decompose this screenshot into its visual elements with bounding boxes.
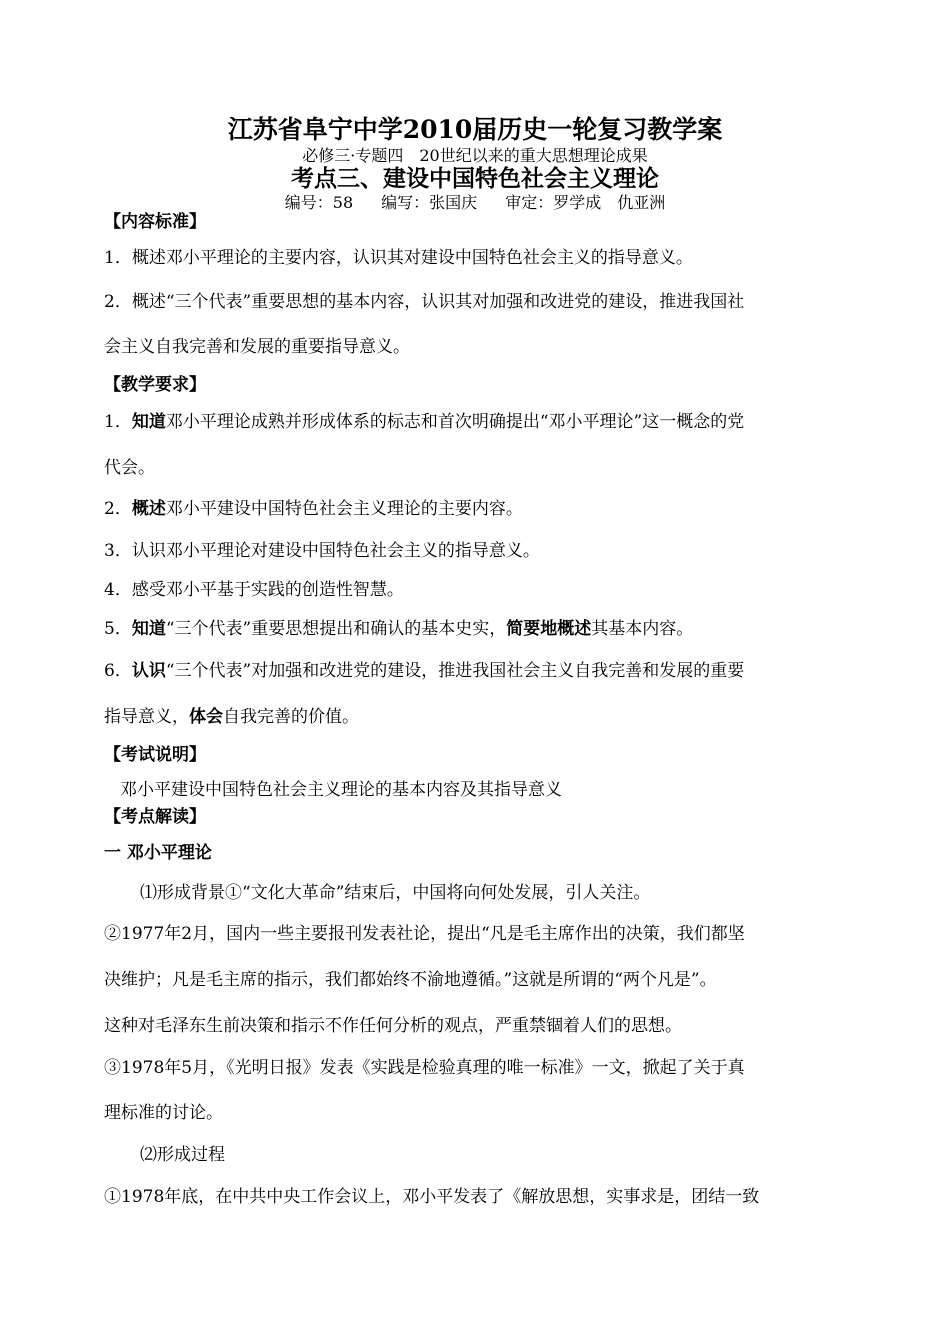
- item-number: 1．: [104, 412, 132, 432]
- teaching-req-item-6: [104, 659, 864, 683]
- keyword: 简要地概述: [506, 619, 592, 639]
- item-number: 2．: [104, 499, 132, 519]
- teaching-req-item-1-cont: 代会。: [104, 458, 155, 478]
- content-standard-item-1: 1．概述邓小平理论的主要内容，认识其对建设中国特色社会主义的指导意义。: [104, 248, 693, 268]
- content-standard-item-2-cont: 会主义自我完善和发展的重要指导意义。: [104, 337, 410, 357]
- para-4-line-1: ①1978年底，在中共中央工作会议上，邓小平发表了《解放思想，实事求是，团结一致: [104, 1187, 760, 1207]
- para-2-line-2: 决维护；凡是毛主席的指示，我们都始终不渝地遵循。”这就是所谓的“两个凡是”。: [104, 970, 717, 990]
- item-text: 指导意义，: [104, 707, 189, 727]
- interpret-heading: 【考点解读】: [104, 807, 206, 827]
- item-text: “三个代表”对加强和改进党的建设，推进我国社会主义自我完善和发展的重要: [165, 661, 745, 681]
- doc-number: 编号：58: [284, 193, 354, 212]
- background-para: ⑴形成背景①“文化大革命”结束后，中国将向何处发展，引人关注。: [140, 883, 651, 903]
- doc-author: 编写：张国庆: [381, 193, 478, 212]
- item-text: 邓小平理论成熟并形成体系的标志和首次明确提出“邓小平理论”这一概念的党: [165, 412, 745, 432]
- document-title: 江苏省阜宁中学2010届历史一轮复习教学案: [227, 115, 723, 144]
- para-3-line-2: 理标准的讨论。: [104, 1103, 223, 1123]
- item-text: 自我完善的价值。: [223, 707, 359, 727]
- keyword: 认识: [131, 661, 166, 681]
- para-3-line-1: ③1978年5月，《光明日报》发表《实践是检验真理的唯一标准》一文，掀起了关于真: [104, 1058, 745, 1078]
- topic-title: 考点三、建设中国特色社会主义理论: [291, 165, 659, 192]
- content-standard-heading: 【内容标准】: [104, 212, 206, 232]
- teaching-req-item-1: [104, 410, 864, 434]
- para-2-line-3: 这种对毛泽东生前决策和指示不作任何分析的观点，严重禁锢着人们的思想。: [104, 1016, 682, 1036]
- para-2-line-1: ②1977年2月，国内一些主要报刊发表社论，提出“凡是毛主席作出的决策，我们都坚: [104, 924, 745, 944]
- teaching-req-item-3: 3．认识邓小平理论对建设中国特色社会主义的指导意义。: [104, 541, 540, 561]
- content-standard-item-2: 2．概述“三个代表”重要思想的基本内容，认识其对加强和改进党的建设，推进我国社: [104, 292, 745, 312]
- doc-reviewer: 审定：罗学成 仇亚洲: [505, 193, 666, 212]
- process-heading: ⑵形成过程: [140, 1145, 225, 1165]
- document-subtitle: 必修三·专题四 20世纪以来的重大思想理论成果: [302, 146, 648, 165]
- exam-text: 邓小平建设中国特色社会主义理论的基本内容及其指导意义: [120, 780, 562, 800]
- keyword: 体会: [189, 707, 223, 727]
- keyword: 知道: [131, 412, 166, 432]
- item-text: 其基本内容。: [591, 619, 694, 639]
- section-1-heading: 一 邓小平理论: [104, 843, 212, 863]
- teaching-req-item-4: 4．感受邓小平基于实践的创造性智慧。: [104, 580, 404, 600]
- teaching-req-heading: 【教学要求】: [104, 375, 206, 395]
- item-text: “三个代表”重要思想提出和确认的基本史实，: [165, 619, 507, 639]
- keyword: 概述: [131, 499, 166, 519]
- item-number: 6．: [104, 661, 132, 681]
- item-number: 5．: [104, 619, 132, 639]
- teaching-req-item-2: [104, 497, 864, 521]
- item-text: 邓小平建设中国特色社会主义理论的主要内容。: [165, 499, 523, 519]
- teaching-req-item-6-cont: [104, 705, 864, 729]
- keyword: 知道: [131, 619, 166, 639]
- teaching-req-item-5: [104, 617, 864, 641]
- exam-heading: 【考试说明】: [104, 745, 206, 765]
